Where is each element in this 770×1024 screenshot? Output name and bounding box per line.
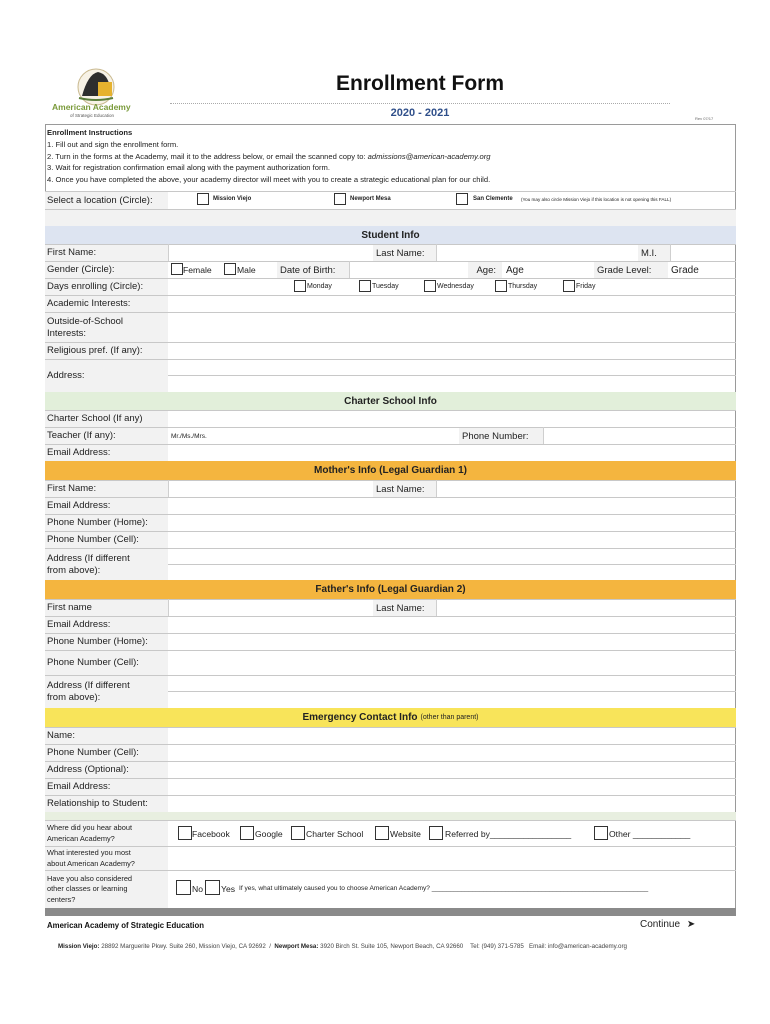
father-email-label: Email Address:	[45, 616, 168, 633]
mother-info-header: Mother's Info (Legal Guardian 1)	[45, 461, 736, 480]
day-wednesday-checkbox[interactable]	[424, 280, 436, 292]
location-label: Select a location (Circle):	[45, 191, 168, 209]
age-label: Age:	[468, 262, 502, 278]
source-website-checkbox[interactable]	[375, 826, 389, 840]
form-bottom-bar	[45, 908, 736, 916]
emergency-name-field[interactable]	[45, 727, 736, 744]
other-classes-line2: other classes or learning	[47, 884, 128, 894]
day-thursday-checkbox[interactable]	[495, 280, 507, 292]
charter-email-field[interactable]	[45, 444, 736, 461]
age-field[interactable]: Age	[506, 264, 524, 276]
source-google-label: Google	[255, 829, 283, 839]
other-classes-followup[interactable]: If yes, what ultimately caused you to choose American Academy? ___________________________________________________________	[239, 885, 649, 892]
dob-label: Date of Birth:	[277, 262, 349, 278]
father-phone-home-field[interactable]	[45, 633, 736, 650]
teacher-phone-label: Phone Number:	[459, 428, 543, 444]
footer-email[interactable]: Email: info@american-academy.org	[528, 943, 627, 950]
religious-pref-field[interactable]	[45, 342, 736, 359]
source-charter-label: Charter School	[306, 829, 364, 839]
mother-first-name-label: First Name:	[45, 480, 168, 497]
footer-mv-label: Mission Viejo:	[58, 943, 100, 950]
source-other-checkbox[interactable]	[594, 826, 608, 840]
emergency-relationship-label: Relationship to Student:	[45, 795, 168, 812]
interest-line1: What interested you most	[47, 848, 131, 857]
days-enrolling-label: Days enrolling (Circle):	[45, 278, 168, 295]
dob-field[interactable]	[349, 261, 468, 278]
emergency-info-title: Emergency Contact Info	[302, 712, 418, 723]
emergency-name-label: Name:	[45, 727, 168, 744]
instruction-step-3: 3. Wait for registration confirmation email along with the payment authorization form.	[47, 163, 330, 173]
father-phone-cell-field[interactable]	[45, 650, 736, 675]
gender-female-checkbox[interactable]	[171, 263, 183, 275]
emergency-address-label: Address (Optional):	[45, 761, 168, 778]
father-address-line2-label: from above):	[47, 692, 101, 703]
charter-school-field[interactable]	[45, 410, 736, 427]
footer-phone: Tel: (949) 371-5785	[470, 943, 524, 950]
other-classes-no-label: No	[192, 884, 203, 894]
location-newport-mesa-label: Newport Mesa	[350, 196, 391, 202]
gender-female-label: Female	[183, 265, 212, 275]
father-info-header: Father's Info (Legal Guardian 2)	[45, 580, 736, 599]
mother-phone-home-field[interactable]	[45, 514, 736, 531]
mother-first-name-field[interactable]	[168, 480, 373, 497]
school-year: 2020 - 2021	[390, 107, 450, 119]
interest-field[interactable]	[45, 846, 736, 870]
footer-nm-address: 3920 Birch St. Suite 105, Newport Beach, CA 92660	[320, 943, 464, 950]
source-charter-checkbox[interactable]	[291, 826, 305, 840]
arrow-right-icon: ➤	[686, 919, 696, 930]
day-monday-checkbox[interactable]	[294, 280, 306, 292]
religious-pref-label: Religious pref. (If any):	[45, 342, 168, 359]
emergency-email-label: Email Address:	[45, 778, 168, 795]
source-referred-checkbox[interactable]	[429, 826, 443, 840]
outside-interests-line2: Interests:	[47, 327, 87, 339]
gender-male-checkbox[interactable]	[224, 263, 236, 275]
continue-label: Continue	[640, 919, 681, 930]
day-friday-checkbox[interactable]	[563, 280, 575, 292]
teacher-phone-field[interactable]	[543, 427, 736, 444]
emergency-info-header	[45, 708, 736, 727]
footer-nm-label: Newport Mesa:	[274, 943, 319, 950]
academic-interests-field[interactable]	[45, 295, 736, 312]
day-tuesday-checkbox[interactable]	[359, 280, 371, 292]
location-newport-mesa-checkbox[interactable]	[334, 193, 346, 205]
emergency-info-subtitle: (other than parent)	[420, 714, 479, 721]
father-phone-cell-label: Phone Number (Cell):	[45, 650, 168, 675]
father-email-field[interactable]	[45, 616, 736, 633]
student-mi-label: M.I.	[638, 245, 670, 261]
grade-level-field[interactable]: Grade	[671, 264, 699, 276]
father-address-line1[interactable]	[45, 675, 736, 691]
enrollment-instructions	[47, 127, 490, 186]
father-last-name-field[interactable]	[436, 599, 736, 616]
father-first-name-label: First name	[45, 599, 168, 616]
emergency-phone-field[interactable]	[45, 744, 736, 761]
other-classes-line1: Have you also considered	[47, 873, 133, 883]
footer-separator: /	[269, 943, 271, 950]
day-friday-label: Friday	[576, 283, 596, 290]
other-classes-yes-label: Yes	[221, 884, 236, 894]
student-last-name-field[interactable]	[436, 244, 638, 261]
father-last-name-label: Last Name:	[373, 600, 436, 616]
charter-school-label: Charter School (If any)	[45, 410, 168, 427]
student-mi-field[interactable]	[670, 244, 736, 261]
source-facebook-checkbox[interactable]	[178, 826, 192, 840]
student-info-header: Student Info	[45, 226, 736, 244]
student-first-name-label: First Name:	[45, 244, 168, 261]
continue-button[interactable]	[640, 919, 695, 930]
location-san-clemente-label: San Clemente	[473, 196, 513, 202]
outside-interests-field[interactable]	[45, 312, 736, 342]
mother-address-line1-label: Address (If different	[47, 552, 130, 564]
page-title: Enrollment Form	[335, 72, 504, 95]
mother-address-line1[interactable]	[45, 548, 736, 564]
charter-email-label: Email Address:	[45, 444, 168, 461]
student-address-line2[interactable]	[168, 375, 736, 392]
source-website-label: Website	[390, 829, 421, 839]
father-phone-home-label: Phone Number (Home):	[45, 633, 168, 650]
other-classes-line3: centers?	[47, 894, 76, 904]
day-wednesday-label: Wednesday	[437, 283, 474, 290]
academy-logo	[52, 66, 142, 122]
footer-addresses	[58, 943, 738, 950]
father-address-line2[interactable]	[168, 691, 736, 708]
grade-level-label: Grade Level:	[594, 262, 668, 278]
location-mission-viejo-label: Mission Viejo	[213, 196, 252, 202]
location-mission-viejo-checkbox[interactable]	[197, 193, 209, 205]
student-address-line1[interactable]	[45, 359, 736, 375]
instruction-step-1: 1. Fill out and sign the enrollment form.	[47, 139, 179, 149]
footer-organization: American Academy of Strategic Education	[47, 921, 204, 930]
hear-about-line2: American Academy?	[47, 833, 115, 843]
outside-interests-line1: Outside-of-School	[47, 315, 124, 327]
interest-line2: about American Academy?	[47, 858, 135, 868]
gender-label: Gender (Circle):	[45, 261, 168, 278]
admissions-email-link[interactable]: admissions@american-academy.org	[367, 151, 491, 161]
charter-info-header: Charter School Info	[45, 392, 736, 410]
mother-email-label: Email Address:	[45, 497, 168, 514]
student-address-label: Address:	[45, 359, 168, 392]
location-san-clemente-checkbox[interactable]	[456, 193, 468, 205]
father-first-name-field[interactable]	[168, 599, 373, 616]
mother-address-line2[interactable]	[168, 564, 736, 580]
mother-address-line2-label: from above):	[47, 564, 101, 576]
instruction-step-2-text: 2. Turn in the forms at the Academy, mail it to the address below, or email the scanned copy to:	[47, 151, 368, 161]
revision-code: Rev 07/17	[695, 116, 714, 121]
mother-phone-cell-field[interactable]	[45, 531, 736, 548]
mother-last-name-field[interactable]	[436, 480, 736, 497]
father-address-line1-label: Address (If different	[47, 680, 130, 691]
other-classes-yes-checkbox[interactable]	[205, 880, 220, 895]
spacer-row	[45, 209, 736, 226]
footer-mv-address: 28892 Marguerite Pkwy. Suite 260, Mission Viejo, CA 92692	[101, 943, 266, 950]
day-monday-label: Monday	[307, 283, 332, 290]
hear-about-line1: Where did you hear about	[47, 823, 133, 832]
mother-phone-home-label: Phone Number (Home):	[45, 514, 168, 531]
mother-email-field[interactable]	[45, 497, 736, 514]
section-spacer	[45, 812, 736, 820]
emergency-email-field[interactable]	[45, 778, 736, 795]
instructions-heading: Enrollment Instructions	[47, 128, 133, 137]
student-last-name-label: Last Name:	[373, 245, 436, 261]
day-tuesday-label: Tuesday	[372, 283, 399, 290]
emergency-phone-label: Phone Number (Cell):	[45, 744, 168, 761]
title-divider	[170, 103, 670, 104]
source-google-checkbox[interactable]	[240, 826, 254, 840]
location-note: (You may also circle Mission Viejo if this location is not opening this FALL)	[521, 197, 672, 202]
mother-last-name-label: Last Name:	[373, 481, 436, 497]
teacher-label: Teacher (If any):	[45, 427, 168, 444]
mother-phone-cell-label: Phone Number (Cell):	[45, 531, 168, 548]
source-referred-label: Referred by_________________	[445, 829, 572, 839]
emergency-relationship-field[interactable]	[45, 795, 736, 812]
other-classes-no-checkbox[interactable]	[176, 880, 191, 895]
logo-subtitle: of Strategic Education	[70, 113, 115, 118]
gender-male-label: Male	[237, 265, 256, 275]
instruction-step-2	[47, 151, 490, 163]
source-facebook-label: Facebook	[192, 829, 230, 839]
logo-name: American Academy	[52, 102, 131, 112]
instruction-step-4: 4. Once you have completed the above, your academy director will meet with you to create a strategic educational plan for our child.	[47, 175, 491, 185]
teacher-field[interactable]: Mr./Ms./Mrs.	[171, 432, 207, 440]
day-thursday-label: Thursday	[508, 283, 538, 290]
source-other-label: Other ____________	[609, 829, 691, 839]
student-first-name-field[interactable]	[168, 244, 373, 261]
academic-interests-label: Academic Interests:	[45, 295, 168, 312]
emergency-address-field[interactable]	[45, 761, 736, 778]
